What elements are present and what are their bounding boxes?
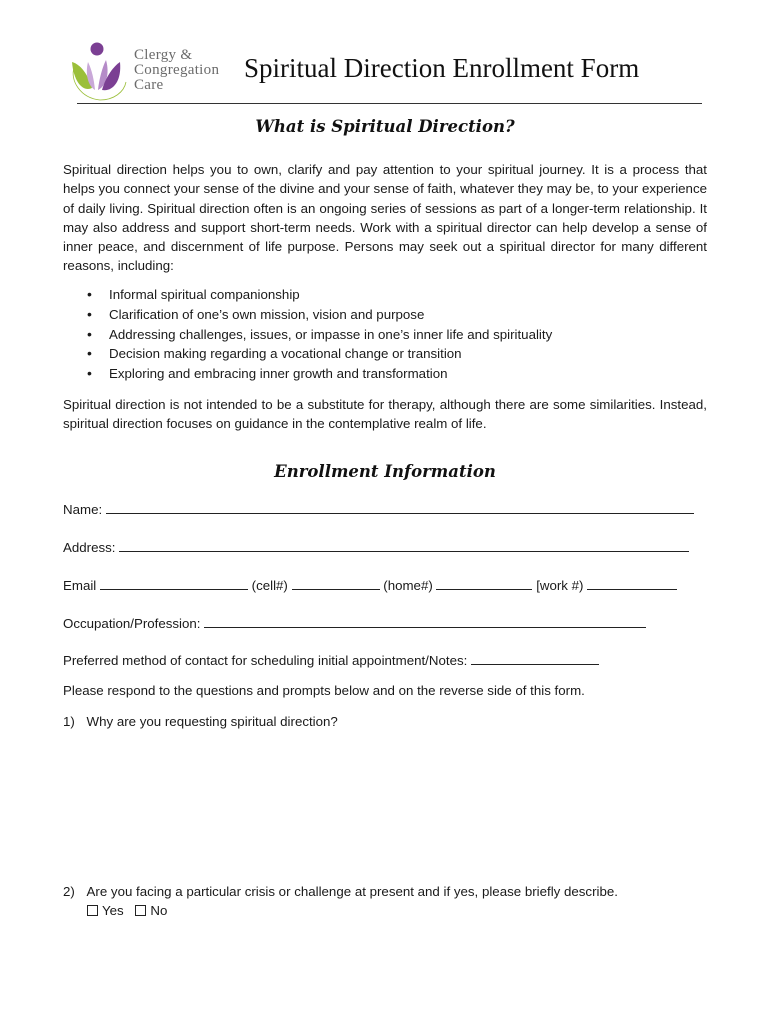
header-divider	[77, 103, 702, 104]
phone-row	[63, 577, 677, 593]
name-row	[63, 501, 694, 517]
contact-label: Preferred method of contact for scheduling initial appointment/Notes:	[63, 653, 468, 668]
name-label: Name:	[63, 502, 103, 517]
contact-row	[63, 652, 599, 668]
name-field[interactable]	[106, 501, 694, 514]
question-number: 2)	[63, 884, 75, 899]
email-label: Email	[63, 578, 97, 593]
email-field[interactable]	[100, 577, 248, 590]
form-title: Spiritual Direction Enrollment Form	[244, 53, 640, 83]
brand-line-1: Clergy &	[134, 47, 193, 63]
list-item: • Decision making regarding a vocational change or transition	[63, 344, 552, 364]
address-row	[63, 539, 689, 555]
question-number: 1)	[63, 714, 75, 729]
occupation-label: Occupation/Profession:	[63, 616, 201, 631]
list-item: • Informal spiritual companionship	[63, 285, 552, 305]
home-field[interactable]	[436, 577, 532, 590]
yes-checkbox[interactable]	[87, 905, 98, 916]
intro-paragraph-1: Spiritual direction helps you to own, clarify and pay attention to your spiritual journey. It is a process that helps you connect your sense of the divine and your sense of faith, whatever they may be, to your experience of daily living. Spiritual direction often is an ongoing series of sessions as part of a longer-term relationship. It may also address and support short-term needs. Work with a spiritual director can help develop a sense of inner peace, and discernment of life purpose. Persons may seek out a spiritual director for many different reasons, including:	[63, 162, 707, 274]
list-item: • Addressing challenges, issues, or impasse in one’s inner life and spirituality	[63, 325, 552, 345]
brand-line-3: Care	[134, 77, 164, 93]
answer-area-2[interactable]	[63, 925, 707, 1015]
enrollment-heading: Enrollment Information	[274, 462, 496, 481]
brand-wordmark	[134, 48, 219, 93]
occupation-field[interactable]	[204, 615, 646, 628]
work-field[interactable]	[587, 577, 677, 590]
no-label: No	[150, 903, 168, 918]
yes-no-options	[87, 903, 167, 918]
occupation-row	[63, 615, 646, 631]
cell-label: (cell#)	[251, 578, 288, 593]
intro-paragraph-2: Spiritual direction is not intended to be a substitute for therapy, although there are some similarities. Instead, spiritual direction focuses on guidance in the contemplative realm of life.	[63, 397, 707, 432]
question-text: Why are you requesting spiritual direction?	[86, 714, 338, 729]
brand-line-2: Congregation	[134, 62, 220, 78]
address-field[interactable]	[119, 539, 689, 552]
question-text: Are you facing a particular crisis or challenge at present and if yes, please briefly describe.	[86, 884, 618, 899]
intro-heading: What is Spiritual Direction?	[255, 117, 515, 136]
reasons-list	[63, 285, 552, 384]
list-item: • Clarification of one’s own mission, vision and purpose	[63, 305, 552, 325]
instructions: Please respond to the questions and prompts below and on the reverse side of this form.	[63, 683, 585, 698]
contact-field[interactable]	[471, 652, 599, 665]
home-label: (home#)	[383, 578, 433, 593]
list-item: • Exploring and embracing inner growth and transformation	[63, 364, 552, 384]
question-2	[63, 884, 618, 899]
no-checkbox[interactable]	[135, 905, 146, 916]
work-label: [work #)	[536, 578, 584, 593]
cell-field[interactable]	[292, 577, 380, 590]
question-1	[63, 714, 338, 729]
address-label: Address:	[63, 540, 116, 555]
yes-label: Yes	[102, 903, 124, 918]
answer-area-1[interactable]	[63, 740, 707, 875]
